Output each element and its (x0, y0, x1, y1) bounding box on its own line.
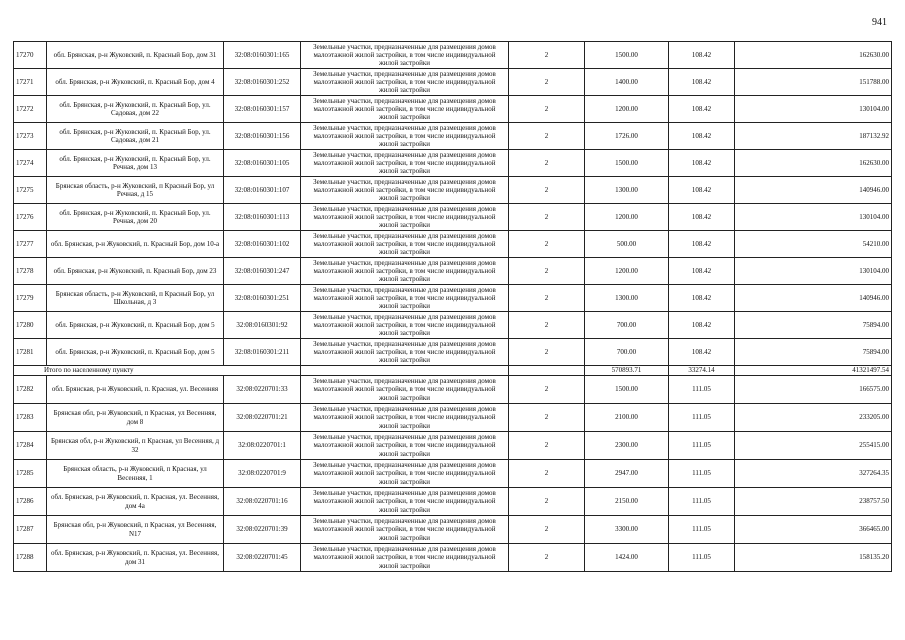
row-id-cell: 17282 (14, 376, 47, 404)
area-cell: 1424.00 (585, 544, 669, 572)
address-cell: Брянская обл, р-н Жуковский, п Красная, ул Весенняя, д 32 (47, 432, 224, 460)
rate-cell: 108.42 (669, 285, 735, 312)
address-cell: обл. Брянская, р-н Жуковский, п. Красный Бор, дом 23 (47, 258, 224, 285)
table-row (14, 150, 892, 177)
table-row (14, 231, 892, 258)
address-cell: обл. Брянская, р-н Жуковский, п. Красный Бор, ул. Речная, дом 20 (47, 204, 224, 231)
row-id-cell: 17275 (14, 177, 47, 204)
category-count-cell: 2 (509, 258, 585, 285)
cadastral-number-cell: 32:08:0160301:105 (224, 150, 301, 177)
land-use-cell: Земельные участки, предназначенные для размещения домов малоэтажной жилой застройки, в том числе индивидуальной жилой застройки (301, 404, 509, 432)
row-id-cell: 17280 (14, 312, 47, 339)
area-cell: 700.00 (585, 312, 669, 339)
category-count-cell: 2 (509, 150, 585, 177)
summary-label: Итого по населенному пункту (14, 366, 301, 376)
rate-cell: 108.42 (669, 339, 735, 366)
land-registry-table (13, 41, 892, 572)
cadastral-value-cell: 130104.00 (735, 204, 892, 231)
rate-cell: 108.42 (669, 258, 735, 285)
table-row (14, 460, 892, 488)
address-cell: обл. Брянская, р-н Жуковский, п. Красный Бор, дом 4 (47, 69, 224, 96)
category-count-cell: 2 (509, 69, 585, 96)
row-id-cell: 17272 (14, 96, 47, 123)
land-use-cell: Земельные участки, предназначенные для размещения домов малоэтажной жилой застройки, в том числе индивидуальной жилой застройки (301, 96, 509, 123)
land-use-cell: Земельные участки, предназначенные для размещения домов малоэтажной жилой застройки, в том числе индивидуальной жилой застройки (301, 376, 509, 404)
area-cell: 1726.00 (585, 123, 669, 150)
summary-row (14, 366, 892, 376)
table-row (14, 69, 892, 96)
row-id-cell: 17276 (14, 204, 47, 231)
address-cell: обл. Брянская, р-н Жуковский, п. Красный Бор, дом 5 (47, 339, 224, 366)
row-id-cell: 17279 (14, 285, 47, 312)
cadastral-value-cell: 162630.00 (735, 150, 892, 177)
table-row (14, 285, 892, 312)
cadastral-number-cell: 32:08:0220701:39 (224, 516, 301, 544)
area-cell: 1200.00 (585, 204, 669, 231)
land-use-cell: Земельные участки, предназначенные для размещения домов малоэтажной жилой застройки, в том числе индивидуальной жилой застройки (301, 42, 509, 69)
address-cell: обл. Брянская, р-н Жуковский, п. Красная, ул. Весенняя, дом 4а (47, 488, 224, 516)
cadastral-number-cell: 32:08:0160301:92 (224, 312, 301, 339)
area-cell: 1200.00 (585, 96, 669, 123)
cadastral-number-cell: 32:08:0160301:251 (224, 285, 301, 312)
land-use-cell: Земельные участки, предназначенные для размещения домов малоэтажной жилой застройки, в том числе индивидуальной жилой застройки (301, 312, 509, 339)
category-count-cell: 2 (509, 404, 585, 432)
cadastral-number-cell: 32:08:0160301:252 (224, 69, 301, 96)
cadastral-value-cell: 54210.00 (735, 231, 892, 258)
cadastral-value-cell: 255415.00 (735, 432, 892, 460)
cadastral-number-cell: 32:08:0160301:102 (224, 231, 301, 258)
summary-block (14, 366, 892, 376)
rate-cell: 108.42 (669, 96, 735, 123)
summary-value: 41321497.54 (735, 366, 892, 376)
row-id-cell: 17274 (14, 150, 47, 177)
address-cell: Брянская обл, р-н Жуковский, п Красная, ул Весенняя, дом 8 (47, 404, 224, 432)
address-cell: обл. Брянская, р-н Жуковский, п. Красный Бор, дом 5 (47, 312, 224, 339)
land-use-cell: Земельные участки, предназначенные для размещения домов малоэтажной жилой застройки, в том числе индивидуальной жилой застройки (301, 258, 509, 285)
row-id-cell: 17283 (14, 404, 47, 432)
area-cell: 500.00 (585, 231, 669, 258)
cadastral-number-cell: 32:08:0160301:107 (224, 177, 301, 204)
category-count-cell: 2 (509, 312, 585, 339)
land-use-cell: Земельные участки, предназначенные для размещения домов малоэтажной жилой застройки, в том числе индивидуальной жилой застройки (301, 69, 509, 96)
cadastral-number-cell: 32:08:0220701:21 (224, 404, 301, 432)
category-count-cell: 2 (509, 516, 585, 544)
address-cell: обл. Брянская, р-н Жуковский, п. Красная, ул. Весенняя (47, 376, 224, 404)
table-row (14, 123, 892, 150)
land-use-cell: Земельные участки, предназначенные для размещения домов малоэтажной жилой застройки, в том числе индивидуальной жилой застройки (301, 339, 509, 366)
rate-cell: 108.42 (669, 177, 735, 204)
cadastral-number-cell: 32:08:0160301:113 (224, 204, 301, 231)
table-body-block-1 (14, 42, 892, 366)
category-count-cell: 2 (509, 123, 585, 150)
cadastral-number-cell: 32:08:0220701:16 (224, 488, 301, 516)
row-id-cell: 17288 (14, 544, 47, 572)
area-cell: 2300.00 (585, 432, 669, 460)
address-cell: Брянская область, р-н Жуковский, п Красный Бор, ул Школьная, д 3 (47, 285, 224, 312)
row-id-cell: 17284 (14, 432, 47, 460)
area-cell: 1500.00 (585, 376, 669, 404)
table-row (14, 96, 892, 123)
cadastral-value-cell: 75894.00 (735, 339, 892, 366)
cadastral-value-cell: 327264.35 (735, 460, 892, 488)
table-row (14, 516, 892, 544)
address-cell: Брянская обл, р-н Жуковский, п Красная, ул Весенняя, N17 (47, 516, 224, 544)
land-use-cell: Земельные участки, предназначенные для размещения домов малоэтажной жилой застройки, в том числе индивидуальной жилой застройки (301, 231, 509, 258)
rate-cell: 108.42 (669, 123, 735, 150)
address-cell: обл. Брянская, р-н Жуковский, п. Красный Бор, дом 10-а (47, 231, 224, 258)
address-cell: обл. Брянская, р-н Жуковский, п. Красный Бор, ул. Речная, дом 13 (47, 150, 224, 177)
category-count-cell: 2 (509, 544, 585, 572)
land-use-cell: Земельные участки, предназначенные для размещения домов малоэтажной жилой застройки, в том числе индивидуальной жилой застройки (301, 150, 509, 177)
row-id-cell: 17277 (14, 231, 47, 258)
category-count-cell: 2 (509, 339, 585, 366)
cadastral-number-cell: 32:08:0160301:165 (224, 42, 301, 69)
cadastral-number-cell: 32:08:0160301:211 (224, 339, 301, 366)
area-cell: 1300.00 (585, 285, 669, 312)
land-use-cell: Земельные участки, предназначенные для размещения домов малоэтажной жилой застройки, в том числе индивидуальной жилой застройки (301, 544, 509, 572)
cadastral-number-cell: 32:08:0220701:1 (224, 432, 301, 460)
land-use-cell: Земельные участки, предназначенные для размещения домов малоэтажной жилой застройки, в том числе индивидуальной жилой застройки (301, 204, 509, 231)
category-count-cell: 2 (509, 285, 585, 312)
land-use-cell: Земельные участки, предназначенные для размещения домов малоэтажной жилой застройки, в том числе индивидуальной жилой застройки (301, 432, 509, 460)
cadastral-value-cell: 238757.50 (735, 488, 892, 516)
area-cell: 1500.00 (585, 150, 669, 177)
rate-cell: 111.05 (669, 460, 735, 488)
rate-cell: 111.05 (669, 544, 735, 572)
land-use-cell: Земельные участки, предназначенные для размещения домов малоэтажной жилой застройки, в том числе индивидуальной жилой застройки (301, 488, 509, 516)
table-row (14, 204, 892, 231)
land-use-cell: Земельные участки, предназначенные для размещения домов малоэтажной жилой застройки, в том числе индивидуальной жилой застройки (301, 516, 509, 544)
page-number: 941 (872, 17, 887, 28)
land-use-cell: Земельные участки, предназначенные для размещения домов малоэтажной жилой застройки, в том числе индивидуальной жилой застройки (301, 177, 509, 204)
land-use-cell: Земельные участки, предназначенные для размещения домов малоэтажной жилой застройки, в том числе индивидуальной жилой застройки (301, 123, 509, 150)
cadastral-value-cell: 140946.00 (735, 177, 892, 204)
row-id-cell: 17285 (14, 460, 47, 488)
cadastral-value-cell: 233205.00 (735, 404, 892, 432)
table-row (14, 404, 892, 432)
table-row (14, 312, 892, 339)
row-id-cell: 17286 (14, 488, 47, 516)
cadastral-value-cell: 162630.00 (735, 42, 892, 69)
row-id-cell: 17287 (14, 516, 47, 544)
rate-cell: 108.42 (669, 150, 735, 177)
area-cell: 700.00 (585, 339, 669, 366)
rate-cell: 111.05 (669, 404, 735, 432)
category-count-cell: 2 (509, 231, 585, 258)
row-id-cell: 17270 (14, 42, 47, 69)
cadastral-value-cell: 130104.00 (735, 96, 892, 123)
cadastral-number-cell: 32:08:0220701:45 (224, 544, 301, 572)
table-row (14, 42, 892, 69)
row-id-cell: 17278 (14, 258, 47, 285)
table-row (14, 339, 892, 366)
cadastral-value-cell: 187132.92 (735, 123, 892, 150)
address-cell: обл. Брянская, р-н Жуковский, п. Красный Бор, ул. Садовая, дом 21 (47, 123, 224, 150)
area-cell: 1400.00 (585, 69, 669, 96)
category-count-cell: 2 (509, 488, 585, 516)
cadastral-value-cell: 366465.00 (735, 516, 892, 544)
cadastral-value-cell: 75894.00 (735, 312, 892, 339)
row-id-cell: 17281 (14, 339, 47, 366)
rate-cell: 108.42 (669, 69, 735, 96)
category-count-cell: 2 (509, 460, 585, 488)
rate-cell: 108.42 (669, 204, 735, 231)
category-count-cell: 2 (509, 376, 585, 404)
summary-rate: 33274.14 (669, 366, 735, 376)
category-count-cell: 2 (509, 432, 585, 460)
land-use-cell: Земельные участки, предназначенные для размещения домов малоэтажной жилой застройки, в том числе индивидуальной жилой застройки (301, 285, 509, 312)
table-row (14, 488, 892, 516)
land-use-cell: Земельные участки, предназначенные для размещения домов малоэтажной жилой застройки, в том числе индивидуальной жилой застройки (301, 460, 509, 488)
area-cell: 2100.00 (585, 404, 669, 432)
address-cell: Брянская область, р-н Жуковский, п Красный Бор, ул Речная, д 15 (47, 177, 224, 204)
cadastral-number-cell: 32:08:0220701:9 (224, 460, 301, 488)
summary-empty-cell (301, 366, 509, 376)
address-cell: обл. Брянская, р-н Жуковский, п. Красная, ул. Весенняя, дом 31 (47, 544, 224, 572)
address-cell: обл. Брянская, р-н Жуковский, п. Красный Бор, дом 31 (47, 42, 224, 69)
rate-cell: 111.05 (669, 432, 735, 460)
category-count-cell: 2 (509, 42, 585, 69)
table-row (14, 258, 892, 285)
table-row (14, 376, 892, 404)
table-row (14, 177, 892, 204)
category-count-cell: 2 (509, 96, 585, 123)
category-count-cell: 2 (509, 177, 585, 204)
area-cell: 1300.00 (585, 177, 669, 204)
category-count-cell: 2 (509, 204, 585, 231)
table-row (14, 432, 892, 460)
rate-cell: 108.42 (669, 231, 735, 258)
table-row (14, 544, 892, 572)
rate-cell: 108.42 (669, 312, 735, 339)
summary-empty-cell (509, 366, 585, 376)
area-cell: 1500.00 (585, 42, 669, 69)
cadastral-number-cell: 32:08:0220701:33 (224, 376, 301, 404)
cadastral-value-cell: 130104.00 (735, 258, 892, 285)
area-cell: 2947.00 (585, 460, 669, 488)
row-id-cell: 17273 (14, 123, 47, 150)
table-body-block-2 (14, 376, 892, 572)
rate-cell: 111.05 (669, 516, 735, 544)
address-cell: Брянская область, р-н Жуковский, п Красная, ул Весенняя, 1 (47, 460, 224, 488)
rate-cell: 111.05 (669, 376, 735, 404)
area-cell: 2150.00 (585, 488, 669, 516)
cadastral-value-cell: 140946.00 (735, 285, 892, 312)
area-cell: 1200.00 (585, 258, 669, 285)
cadastral-value-cell: 151788.00 (735, 69, 892, 96)
cadastral-number-cell: 32:08:0160301:156 (224, 123, 301, 150)
summary-area: 570893.71 (585, 366, 669, 376)
cadastral-number-cell: 32:08:0160301:157 (224, 96, 301, 123)
area-cell: 3300.00 (585, 516, 669, 544)
rate-cell: 111.05 (669, 488, 735, 516)
address-cell: обл. Брянская, р-н Жуковский, п. Красный Бор, ул. Садовая, дом 22 (47, 96, 224, 123)
cadastral-value-cell: 158135.20 (735, 544, 892, 572)
rate-cell: 108.42 (669, 42, 735, 69)
row-id-cell: 17271 (14, 69, 47, 96)
cadastral-value-cell: 166575.00 (735, 376, 892, 404)
cadastral-number-cell: 32:08:0160301:247 (224, 258, 301, 285)
